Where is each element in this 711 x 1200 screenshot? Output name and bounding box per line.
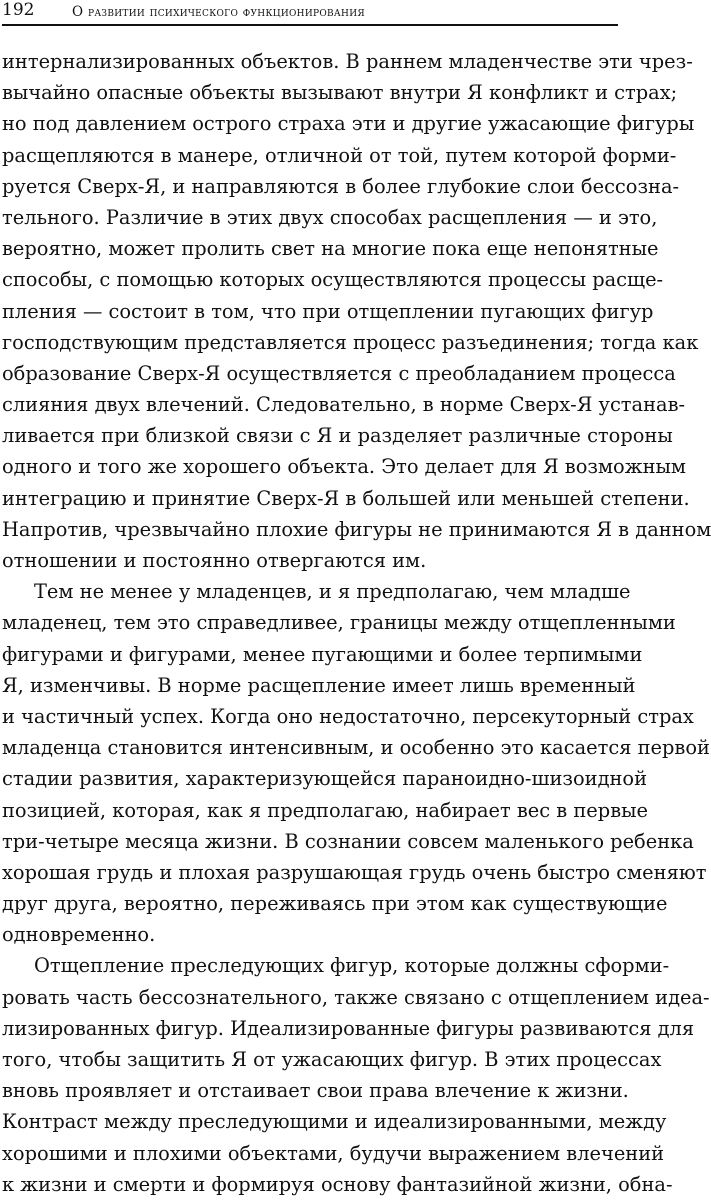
text-line: интеграцию и принятие Сверх-Я в большей или меньшей степени. <box>2 486 690 510</box>
text-line: фигурами и фигурами, менее пугающими и более терпимыми <box>2 642 643 666</box>
text-line: и частичный успех. Когда оно недостаточно, персекуторный страх <box>2 704 694 728</box>
page-header <box>2 0 618 26</box>
text-line: интернализированных объектов. В раннем младенчестве эти чрез- <box>2 50 693 73</box>
text-line: но под давлением острого страха эти и другие ужасающие фигуры <box>2 112 695 136</box>
text-line: младенца становится интенсивным, и особенно это касается первой <box>2 736 710 760</box>
running-title: О развитии психического функционирования <box>72 4 365 20</box>
text-line: одного и того же хорошего объекта. Это делает для Я возможным <box>2 455 687 479</box>
text-line: способы, с помощью которых осуществляются процессы расще- <box>2 268 664 292</box>
text-line: пления — состоит в том, что при отщеплении пугающих фигур <box>2 299 654 323</box>
text-line: три-четыре месяца жизни. В сознании совсем маленького ребенка <box>2 829 694 853</box>
text-line: руется Сверх-Я, и направляются в более глубокие слои бессозна- <box>2 174 680 198</box>
text-line: Контраст между преследующими и идеализированными, между <box>2 1110 667 1134</box>
text-line: Отщепление преследующих фигур, которые должны сформи- <box>34 954 670 978</box>
text-line: младенец, тем это справедливее, границы между отщепленными <box>2 611 676 635</box>
text-line: Тем не менее у младенцев, и я предполагаю, чем младше <box>34 580 631 604</box>
text-line: расщепляются в манере, отличной от той, путем которой форми- <box>2 143 677 167</box>
text-line: хорошими и плохими объектами, будучи выражением влечений <box>2 1141 665 1165</box>
text-line: ливается при близкой связи с Я и разделяет различные стороны <box>2 424 673 448</box>
text-line: одновременно. <box>2 923 156 947</box>
text-line: позицией, которая, как я предполагаю, набирает вес в первые <box>2 798 649 822</box>
text-line: слияния двух влечений. Следовательно, в норме Сверх-Я устанав- <box>2 393 686 417</box>
text-line: к жизни и смерти и формируя основу фантазийной жизни, обна- <box>2 1172 673 1196</box>
text-line: лизированных фигур. Идеализированные фигуры развиваются для <box>2 1016 695 1040</box>
text-line: хорошая грудь и плохая разрушающая грудь очень быстро сменяют <box>2 860 707 884</box>
text-line: отношении и постоянно отвергаются им. <box>2 549 427 572</box>
text-line: Я, изменчивы. В норме расщепление имеет лишь временный <box>2 673 636 697</box>
text-line: того, чтобы защитить Я от ужасающих фигур. В этих процессах <box>2 1048 662 1071</box>
text-line: господствующим представляется процесс разъединения; тогда как <box>2 330 699 354</box>
page-number: 192 <box>2 0 35 20</box>
text-line: вычайно опасные объекты вызывают внутри Я конфликт и страх; <box>2 81 678 105</box>
text-line: образование Сверх-Я осуществляется с преобладанием процесса <box>2 361 676 385</box>
text-line: ровать часть бессознательного, также связано с отщеплением идеа- <box>2 985 710 1009</box>
text-line: друг друга, вероятно, переживаясь при этом как существующие <box>2 892 668 916</box>
text-line: вероятно, может пролить свет на многие пока еще непонятные <box>2 237 659 261</box>
body-text <box>2 46 711 1200</box>
text-line: вновь проявляет и отстаивает свои права влечение к жизни. <box>2 1079 629 1103</box>
text-line: стадии развития, характеризующейся параноидно-шизоидной <box>2 767 648 791</box>
text-line: Напротив, чрезвычайно плохие фигуры не принимаются Я в данном <box>2 517 711 541</box>
text-line: тельного. Различие в этих двух способах расщепления — и это, <box>2 205 658 229</box>
